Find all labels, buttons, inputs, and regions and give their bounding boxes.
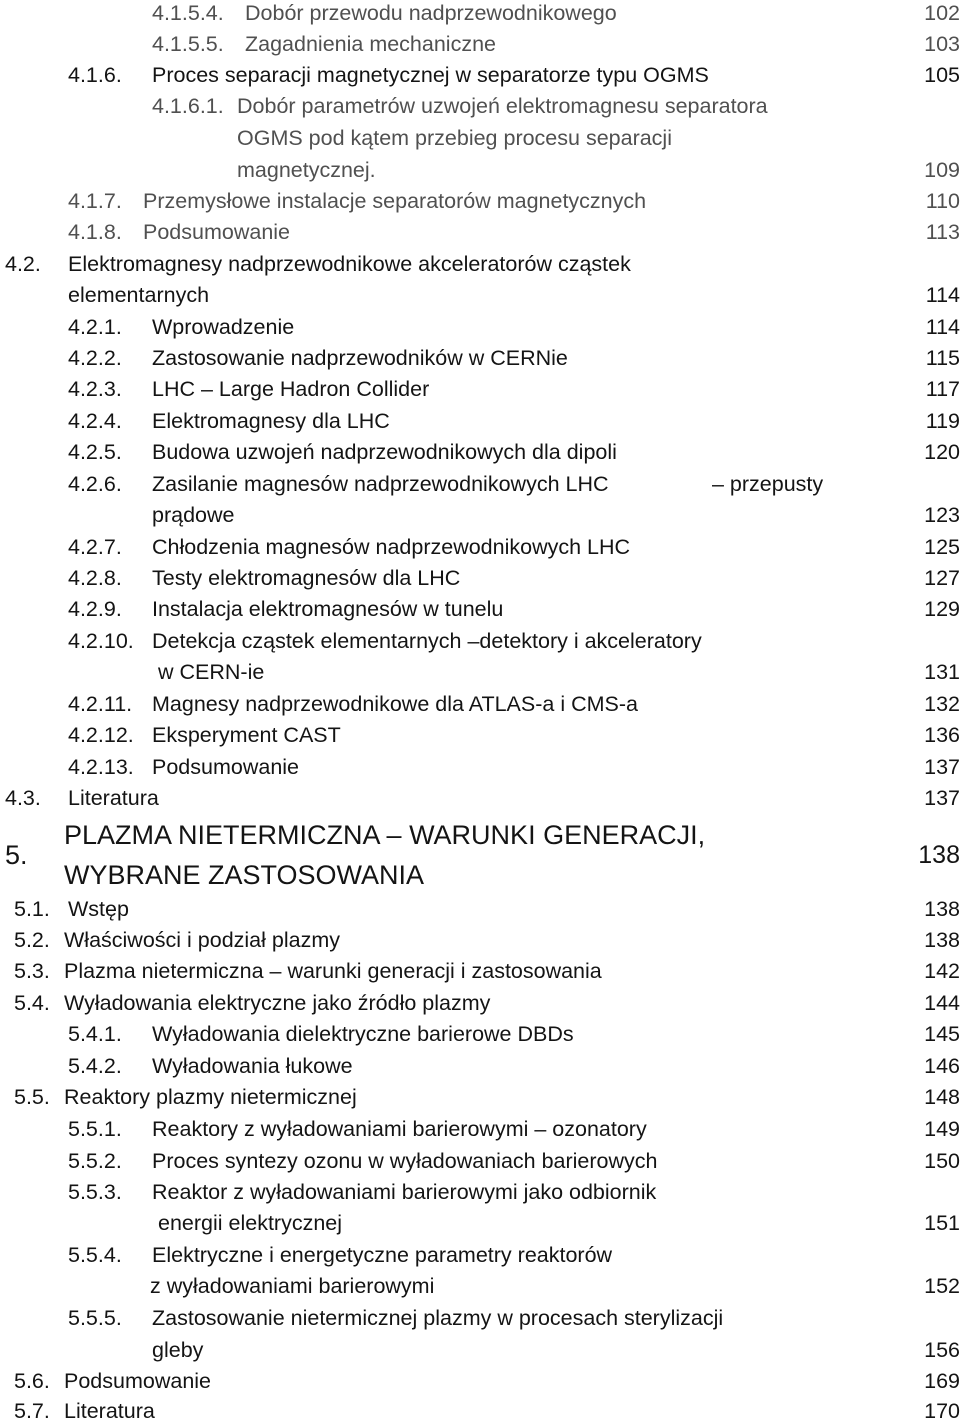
toc-number: 4.1.6.1. <box>152 94 224 118</box>
toc-title: Podsumowanie <box>64 1369 212 1393</box>
toc-number: 5.5.4. <box>68 1243 122 1267</box>
toc-page: 170 <box>924 1399 960 1423</box>
toc-number: 4.2.1. <box>68 315 122 339</box>
toc-page: 145 <box>924 1022 960 1046</box>
toc-page: 156 <box>924 1338 960 1362</box>
toc-page: 138 <box>918 841 960 869</box>
toc-number: 4.2.9. <box>68 597 122 621</box>
toc-page: 137 <box>924 755 960 779</box>
toc-title: Literatura <box>64 1399 155 1423</box>
toc-page: 113 <box>925 220 960 244</box>
toc-number: 5.5.5. <box>68 1306 122 1330</box>
toc-title: Dobór przewodu nadprzewodnikowego <box>245 1 617 25</box>
toc-title-line: Zasilanie magnesów nadprzewodnikowych LHC <box>152 472 609 496</box>
toc-number: 5.1. <box>14 897 50 921</box>
toc-page: 129 <box>924 597 960 621</box>
toc-title: LHC – Large Hadron Collider <box>152 377 430 401</box>
toc-title-line: elementarnych <box>68 283 210 307</box>
toc-number: 4.2.13. <box>68 755 134 779</box>
toc-number: 5.5. <box>14 1085 50 1109</box>
toc-title: Instalacja elektromagnesów w tunelu <box>152 597 504 621</box>
toc-title: Wstęp <box>68 897 129 921</box>
toc-number: 5.2. <box>14 928 50 952</box>
toc-title: Wprowadzenie <box>152 315 295 339</box>
toc-title-line: – przepusty <box>712 472 824 496</box>
toc-page: 151 <box>924 1211 960 1235</box>
toc-number: 5.4.2. <box>68 1054 122 1078</box>
toc-page: 110 <box>925 189 960 213</box>
toc-page: 114 <box>925 283 960 307</box>
toc-number: 5.4.1. <box>68 1022 122 1046</box>
toc-page: 148 <box>924 1085 960 1109</box>
toc-title-line: Detekcja cząstek elementarnych –detektory i akceleratory <box>152 629 702 653</box>
toc-title-line: magnetycznej. <box>237 158 376 182</box>
toc-title-line: w CERN-ie <box>158 660 265 684</box>
toc-title: Proces syntezy ozonu w wyładowaniach barierowych <box>152 1149 658 1173</box>
toc-page: 125 <box>924 535 960 559</box>
toc-number: 5.3. <box>14 959 50 983</box>
toc-title: Przemysłowe instalacje separatorów magnetycznych <box>143 189 647 213</box>
toc-title-line: OGMS pod kątem przebieg procesu separacji <box>237 126 672 150</box>
toc-page: 127 <box>924 566 960 590</box>
toc-title-line: Dobór parametrów uzwojeń elektromagnesu separatora <box>237 94 768 118</box>
toc-page: 144 <box>924 991 960 1015</box>
toc-title: Testy elektromagnesów dla LHC <box>152 566 461 590</box>
toc-title: Literatura <box>68 786 159 810</box>
toc-page: 119 <box>925 409 960 433</box>
toc-title: Eksperyment CAST <box>152 723 341 747</box>
toc-title-line: Elektromagnesy nadprzewodnikowe akceleratorów cząstek <box>68 252 631 276</box>
toc-title: Reaktory z wyładowaniami barierowymi – ozonatory <box>152 1117 647 1141</box>
toc-number: 4.1.8. <box>68 220 122 244</box>
toc-page: 103 <box>924 32 960 56</box>
toc-number: 4.2.6. <box>68 472 122 496</box>
toc-number: 5.5.3. <box>68 1180 122 1204</box>
toc-number: 5.5.2. <box>68 1149 122 1173</box>
toc-page: 102 <box>924 1 960 25</box>
toc-number: 5.7. <box>14 1399 50 1423</box>
toc-title: Podsumowanie <box>152 755 300 779</box>
toc-number: 4.2.10. <box>68 629 134 653</box>
toc-number: 4.2.4. <box>68 409 122 433</box>
toc-number: 4.2.7. <box>68 535 122 559</box>
toc-page: 132 <box>924 692 960 716</box>
toc-page: 142 <box>924 959 960 983</box>
toc-title-line: z wyładowaniami barierowymi <box>150 1274 435 1298</box>
toc-page: 138 <box>924 897 960 921</box>
chapter-number: 5. <box>5 840 28 870</box>
toc-page: 146 <box>924 1054 960 1078</box>
toc-title: Proces separacji magnetycznej w separatorze typu OGMS <box>152 63 709 87</box>
chapter-title-line: WYBRANE ZASTOSOWANIA <box>64 860 425 890</box>
toc-page: 169 <box>924 1369 960 1393</box>
toc-title: Zagadnienia mechaniczne <box>245 32 496 56</box>
toc-title: Właściwości i podział plazmy <box>64 928 340 952</box>
toc-number: 5.5.1. <box>68 1117 122 1141</box>
toc-number: 4.2.5. <box>68 440 122 464</box>
toc-number: 4.2.3. <box>68 377 122 401</box>
toc-title: Podsumowanie <box>143 220 291 244</box>
toc-title-line: prądowe <box>152 503 235 527</box>
toc-number: 4.1.7. <box>68 189 122 213</box>
toc-title: Plazma nietermiczna – warunki generacji i zastosowania <box>64 959 602 983</box>
toc-title: Reaktory plazmy nietermicznej <box>64 1085 357 1109</box>
toc-page: 138 <box>924 928 960 952</box>
toc-title-line: energii elektrycznej <box>158 1211 343 1235</box>
toc-number: 4.2.12. <box>68 723 134 747</box>
toc-title: Magnesy nadprzewodnikowe dla ATLAS-a i CMS-a <box>152 692 638 716</box>
chapter-title-line: PLAZMA NIETERMICZNA – WARUNKI GENERACJI, <box>64 820 706 850</box>
toc-number: 4.1.6. <box>68 63 122 87</box>
toc-number: 5.6. <box>14 1369 50 1393</box>
toc-title: Wyładowania elektryczne jako źródło plazmy <box>64 991 491 1015</box>
toc-page: 152 <box>924 1274 960 1298</box>
toc-title: Elektromagnesy dla LHC <box>152 409 390 433</box>
toc-number: 4.1.5.4. <box>152 1 224 25</box>
toc-number: 4.3. <box>5 786 41 810</box>
toc-page: 123 <box>924 503 960 527</box>
toc-title: Wyładowania dielektryczne barierowe DBDs <box>152 1022 574 1046</box>
toc-title-line: gleby <box>152 1338 204 1362</box>
toc-number: 4.2. <box>5 252 41 276</box>
toc-page: 117 <box>925 377 960 401</box>
toc-title-line: Elektryczne i energetyczne parametry reaktorów <box>152 1243 613 1267</box>
toc-page: 149 <box>924 1117 960 1141</box>
toc-title: Chłodzenia magnesów nadprzewodnikowych LHC <box>152 535 631 559</box>
toc-page: 131 <box>924 660 960 684</box>
toc-number: 5.4. <box>14 991 50 1015</box>
toc-page: 120 <box>924 440 960 464</box>
toc-number: 4.1.5.5. <box>152 32 224 56</box>
toc-page: 137 <box>924 786 960 810</box>
toc-title: Zastosowanie nadprzewodników w CERNie <box>152 346 568 370</box>
toc-page: 150 <box>924 1149 960 1173</box>
toc-title: Wyładowania łukowe <box>152 1054 353 1078</box>
toc-page: 105 <box>924 63 960 87</box>
toc-title-line: Reaktor z wyładowaniami barierowymi jako odbiornik <box>152 1180 657 1204</box>
toc-number: 4.2.2. <box>68 346 122 370</box>
toc-title: Budowa uzwojeń nadprzewodnikowych dla dipoli <box>152 440 617 464</box>
toc-number: 4.2.11. <box>68 692 133 716</box>
toc-number: 4.2.8. <box>68 566 122 590</box>
toc-page: 115 <box>925 346 960 370</box>
toc-title-line: Zastosowanie nietermicznej plazmy w procesach sterylizacji <box>152 1306 724 1330</box>
toc-page: 114 <box>925 315 960 339</box>
toc-page: 136 <box>924 723 960 747</box>
toc-page: 109 <box>924 158 960 182</box>
